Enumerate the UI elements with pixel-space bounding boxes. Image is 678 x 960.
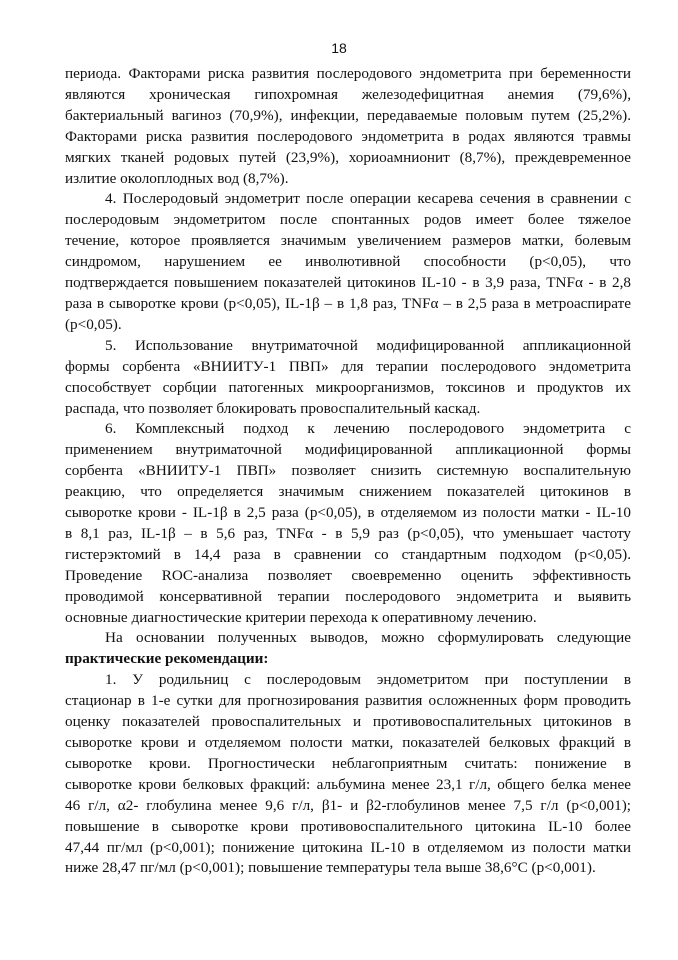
text-line: 4. Послеродовый эндометрит после операции кесарева сечения в сравнении с xyxy=(105,190,631,208)
text-line: в 8,1 раз, IL-1β – в 5,6 раз, TNFα - в 5,9 раз (p<0,05), что уменьшает частоту xyxy=(65,524,631,542)
text-line: гистерэктомий в 14,4 раза в сравнении со стандартным подходом (p<0,05). xyxy=(65,545,631,563)
text-line: применением внутриматочной модифицированной аппликационной формы xyxy=(65,441,631,459)
text-line: формы сорбента «ВНИИТУ-1 ПВП» для терапии послеродового эндометрита xyxy=(65,357,631,375)
text-line: реакцию, что определяется значимым снижением показателей цитокинов в xyxy=(65,483,631,501)
text-line: способствует сорбции патогенных микроорганизмов, токсинов и продуктов их xyxy=(65,378,631,396)
text-line: повышение в сыворотке крови противовоспалительного цитокина IL-10 более xyxy=(65,817,631,835)
text-line: 5. Использование внутриматочной модифицированной аппликационной xyxy=(105,336,631,354)
text-line: мягких тканей родовых путей (23,9%), хориоамнионит (8,7%), преждевременное xyxy=(65,148,631,166)
text-line: оценку показателей провоспалительных и противовоспалительных цитокинов в xyxy=(65,713,631,731)
text-line: 1. У родильниц с послеродовым эндометритом при поступлении в xyxy=(105,671,631,689)
text-line: Проведение ROC-анализа позволяет своевременно оценить эффективность xyxy=(65,566,631,584)
text-line: 46 г/л, α2- глобулина менее 9,6 г/л, β1- и β2-глобулинов менее 7,5 г/л (p<0,001); xyxy=(65,796,631,814)
text-line: Факторами риска развития послеродового эндометрита в родах являются травмы xyxy=(65,127,631,145)
text-line: распада, что позволяет блокировать провоспалительный каскад. xyxy=(65,399,481,417)
text-line: На основании полученных выводов, можно сформулировать следующие xyxy=(105,629,631,647)
text-line: сыворотке крови - IL-1β в 2,5 раза (p<0,05), в отделяемом из полости матки - IL-10 xyxy=(65,504,631,522)
body-text xyxy=(65,64,631,879)
text-line: 6. Комплексный подход к лечению послеродового эндометрита с xyxy=(105,420,631,438)
text-line: основные диагностические критерии перехода к оперативному лечению. xyxy=(65,608,537,626)
text-line: сыворотке крови. Прогностически неблагоприятным считать: понижение в xyxy=(65,754,631,772)
text-line: послеродовым эндометритом после спонтанных родов имеет более тяжелое xyxy=(65,211,631,229)
text-line: раза в сыворотке крови (p<0,05), IL-1β – в 1,8 раз, TNFα – в 2,5 раза в метроаспирате xyxy=(65,294,631,312)
text-line: ниже 28,47 пг/мл (p<0,001); повышение температуры тела выше 38,6°C (p<0,001). xyxy=(65,859,596,877)
text-line: 47,44 пг/мл (p<0,001); понижение цитокина IL-10 в отделяемом из полости матки xyxy=(65,838,631,856)
text-line: сыворотке крови белковых фракций: альбумина менее 23,1 г/л, общего белка менее xyxy=(65,775,631,793)
text-line: бактериальный вагиноз (70,9%), инфекции, передаваемые половым путем (25,2%). xyxy=(65,106,631,124)
text-line: стационар в 1-е сутки для прогнозирования развития осложненных форм проводить xyxy=(65,692,631,710)
text-line: практические рекомендации: xyxy=(65,650,269,668)
text-line: подтверждается повышением показателей цитокинов IL-10 - в 3,9 раза, TNFα - в 2,8 xyxy=(65,274,631,292)
text-line: сорбента «ВНИИТУ-1 ПВП» позволяет снизить системную воспалительную xyxy=(65,462,631,480)
text-line: течение, которое проявляется значимым увеличением размеров матки, болевым xyxy=(65,232,631,250)
text-line: сыворотке крови и отделяемом полости матки, показателей белковых фракций в xyxy=(65,734,631,751)
text-line: излитие околоплодных вод (8,7%). xyxy=(65,169,289,187)
page-number: 18 xyxy=(331,40,347,56)
text-line: синдромом, нарушением ее инволютивной способности (p<0,05), что xyxy=(65,253,631,271)
text-line: периода. Факторами риска развития послеродового эндометрита при беременности xyxy=(65,65,631,82)
text-line: проводимой консервативной терапии послеродового эндометрита и выявить xyxy=(65,587,631,605)
text-line: (p<0,05). xyxy=(65,315,122,333)
text-line: являются хроническая гипохромная железодефицитная анемия (79,6%), xyxy=(65,85,631,103)
